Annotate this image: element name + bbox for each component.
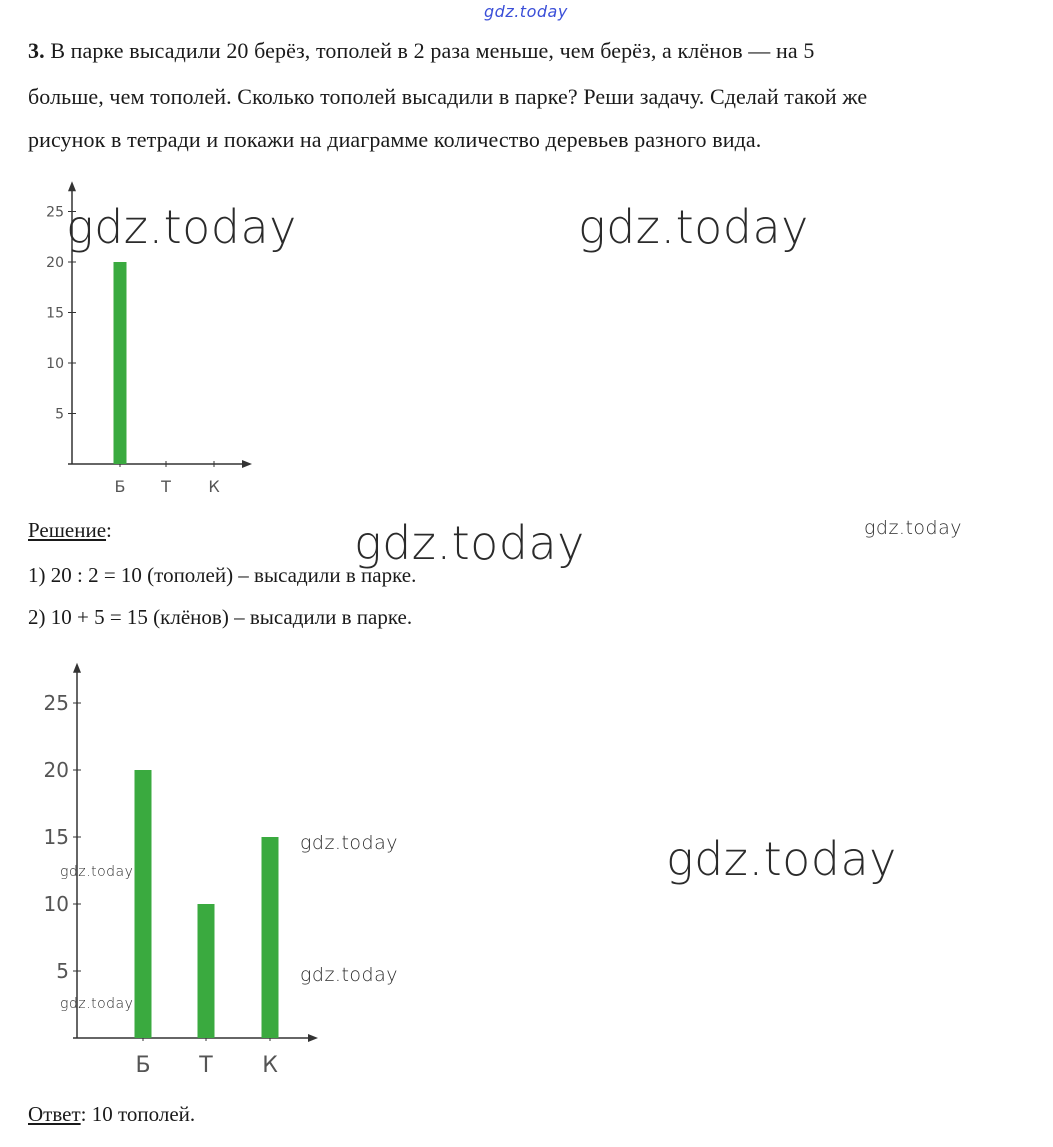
y-tick-label: 10 bbox=[43, 892, 69, 916]
y-axis-arrow bbox=[73, 663, 81, 673]
solution-step-2: 2) 10 + 5 = 15 (клёнов) – высадили в парке. bbox=[28, 605, 413, 629]
x-tick-label: К bbox=[262, 1053, 278, 1078]
watermark: gdz.today bbox=[300, 832, 398, 854]
bar bbox=[198, 904, 215, 1038]
solution-label: Решение bbox=[28, 518, 107, 542]
bar bbox=[135, 770, 152, 1038]
task-number: 3. bbox=[28, 38, 45, 63]
x-tick-label: Т bbox=[161, 477, 171, 496]
x-axis-arrow bbox=[308, 1034, 318, 1042]
y-tick-label: 20 bbox=[43, 758, 69, 782]
header-watermark: gdz.today bbox=[484, 2, 568, 21]
task-line-3: рисунок в тетради и покажи на диаграмме количество деревьев разного вида. bbox=[28, 127, 762, 152]
watermark: gdz.today bbox=[60, 996, 134, 1012]
y-tick-label: 20 bbox=[46, 254, 64, 271]
y-tick-label: 10 bbox=[46, 355, 64, 372]
y-tick-label: 5 bbox=[56, 959, 69, 983]
y-tick-label: 25 bbox=[46, 204, 64, 221]
bar bbox=[262, 837, 279, 1038]
watermark: gdz.today bbox=[66, 200, 297, 254]
watermark: gdz.today bbox=[300, 964, 398, 986]
answer-text: : 10 тополей. bbox=[80, 1102, 196, 1126]
y-tick-label: 5 bbox=[55, 406, 64, 423]
watermark: gdz.today bbox=[354, 516, 585, 570]
x-tick-label: К bbox=[208, 477, 220, 496]
solution-colon: : bbox=[106, 518, 112, 542]
x-tick-label: Т bbox=[199, 1053, 213, 1078]
task-line-2: больше, чем тополей. Сколько тополей высадили в парке? Реши задачу. Сделай такой же bbox=[28, 84, 868, 109]
watermark: gdz.today bbox=[864, 517, 962, 539]
y-tick-label: 15 bbox=[46, 305, 64, 322]
watermark: gdz.today bbox=[60, 864, 134, 880]
solution-step-1: 1) 20 : 2 = 10 (тополей) – высадили в парке. bbox=[28, 563, 417, 587]
watermark: gdz.today bbox=[578, 200, 809, 254]
x-tick-label: Б bbox=[135, 1053, 151, 1078]
y-tick-label: 25 bbox=[43, 691, 69, 715]
y-tick-label: 15 bbox=[43, 825, 69, 849]
answer-label: Ответ bbox=[28, 1102, 81, 1126]
watermark: gdz.today bbox=[666, 832, 897, 886]
task-line-1-text: В парке высадили 20 берёз, тополей в 2 раза меньше, чем берёз, а клёнов — на 5 bbox=[50, 38, 815, 63]
answer bbox=[28, 1102, 195, 1127]
x-tick-label: Б bbox=[114, 477, 126, 496]
